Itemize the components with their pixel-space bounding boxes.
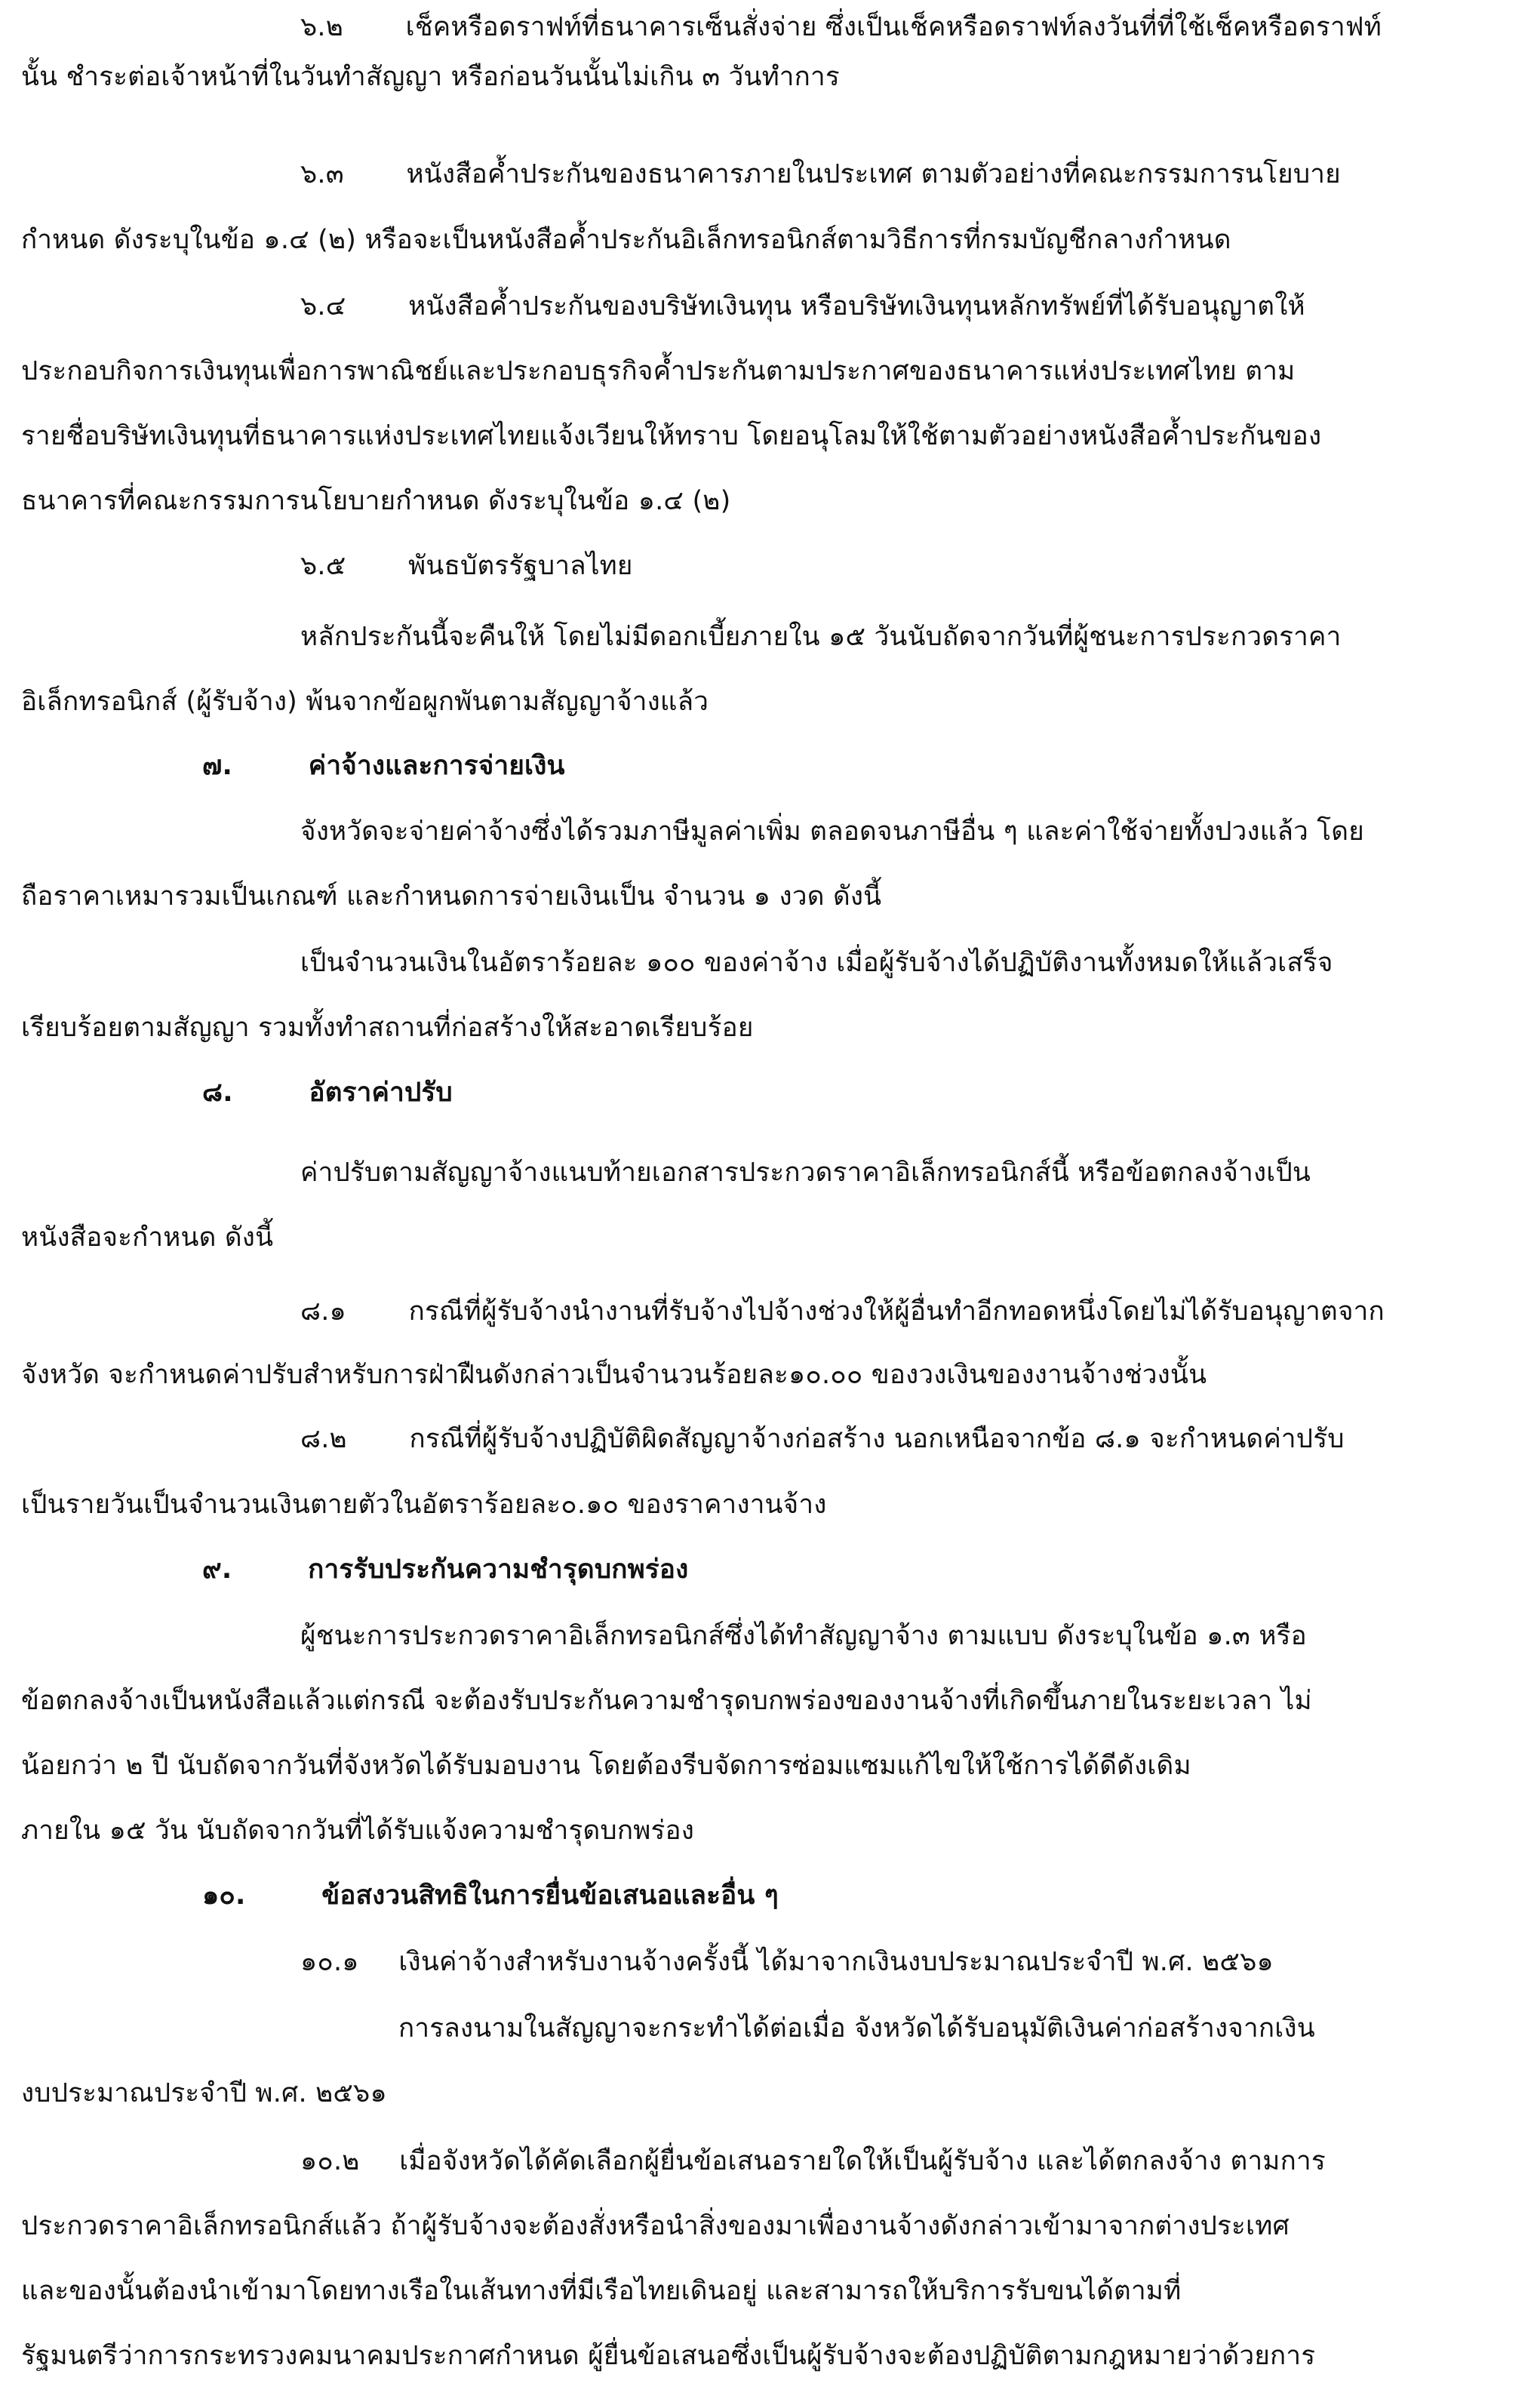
clause-number: ๖.๓ <box>300 159 344 189</box>
clause-number: ๑๐.๒ <box>300 2146 360 2176</box>
section-number: ๑๐. <box>202 1881 246 1911</box>
section-number: ๗. <box>202 751 233 781</box>
section-10-heading <box>202 1879 779 1912</box>
section-number: ๘. <box>202 1078 233 1108</box>
section-8-heading <box>202 1076 453 1109</box>
paragraph-line: ถือราคาเหมารวมเป็นเกณฑ์ และกำหนดการจ่ายเงินเป็น จำนวน ๑ งวด ดังนี้ <box>21 881 882 912</box>
section-title: ข้อสงวนสิทธิในการยื่นข้อเสนอและอื่น ๆ <box>321 1881 779 1911</box>
paragraph-line: ธนาคารที่คณะกรรมการนโยบายกำหนด ดังระบุในข้อ ๑.๔ (๒) <box>21 486 731 516</box>
paragraph-line: รัฐมนตรีว่าการกระทรวงคมนาคมประกาศกำหนด ผู้ยื่นข้อเสนอซึ่งเป็นผู้รับจ้างจะต้องปฏิบัติตามกฎหมายว่าด้วยการ <box>21 2341 1316 2371</box>
paragraph-line: ภายใน ๑๕ วัน นับถัดจากวันที่ได้รับแจ้งความชำรุดบกพร่อง <box>21 1816 694 1846</box>
section-7-heading <box>202 749 565 783</box>
clause-text: หนังสือค้ำประกันของธนาคารภายในประเทศ ตามตัวอย่างที่คณะกรรมการนโยบาย <box>406 159 1341 189</box>
section-title: การรับประกันความชำรุดบกพร่อง <box>308 1555 689 1585</box>
clause-text: หนังสือค้ำประกันของบริษัทเงินทุน หรือบริษัทเงินทุนหลักทรัพย์ที่ได้รับอนุญาตให้ <box>408 291 1305 321</box>
paragraph-line: เรียบร้อยตามสัญญา รวมทั้งทำสถานที่ก่อสร้างให้สะอาดเรียบร้อย <box>21 1013 754 1043</box>
clause-text: กรณีที่ผู้รับจ้างปฏิบัติผิดสัญญาจ้างก่อสร้าง นอกเหนือจากข้อ ๘.๑ จะกำหนดค่าปรับ <box>409 1424 1345 1454</box>
paragraph-line: จังหวัด จะกำหนดค่าปรับสำหรับการฝ่าฝืนดังกล่าวเป็นจำนวนร้อยละ๑๐.๐๐ ของวงเงินของงานจ้างช่วงนั้น <box>21 1360 1207 1390</box>
paragraph-line: รายชื่อบริษัทเงินทุนที่ธนาคารแห่งประเทศไทยแจ้งเวียนให้ทราบ โดยอนุโลมให้ใช้ตามตัวอย่างหนังสือค้ำประกันของ <box>21 421 1322 451</box>
clause-6-5-line <box>300 549 633 583</box>
paragraph-line: อิเล็กทรอนิกส์ (ผู้รับจ้าง) พ้นจากข้อผูกพันตามสัญญาจ้างแล้ว <box>21 687 709 717</box>
clause-number: ๘.๑ <box>300 1296 346 1327</box>
clause-text: เช็คหรือดราฟท์ที่ธนาคารเซ็นสั่งจ่าย ซึ่งเป็นเช็คหรือดราฟท์ลงวันที่ที่ใช้เช็คหรือดราฟท์ <box>405 12 1382 42</box>
clause-10-1-line <box>300 1945 1274 1979</box>
section-title: อัตราค่าปรับ <box>309 1078 453 1108</box>
clause-text: พันธบัตรรัฐบาลไทย <box>408 551 633 581</box>
paragraph-line: นั้น ชำระต่อเจ้าหน้าที่ในวันทำสัญญา หรือก่อนวันนั้นไม่เกิน ๓ วันทำการ <box>21 62 840 92</box>
paragraph-line: ข้อตกลงจ้างเป็นหนังสือแล้วแต่กรณี จะต้องรับประกันความชำรุดบกพร่องของงานจ้างที่เกิดขึ้นภายในระยะเวลา ไม่ <box>21 1686 1312 1716</box>
clause-6-3-line <box>300 158 1341 191</box>
clause-text: เงินค่าจ้างสำหรับงานจ้างครั้งนี้ ได้มาจากเงินงบประมาณประจำปี พ.ศ. ๒๕๖๑ <box>398 1947 1274 1977</box>
clause-10-2-line <box>300 2145 1326 2178</box>
clause-number: ๖.๕ <box>300 551 346 581</box>
clause-number: ๑๐.๑ <box>300 1947 359 1977</box>
paragraph-line: หลักประกันนี้จะคืนให้ โดยไม่มีดอกเบี้ยภายใน ๑๕ วันนับถัดจากวันที่ผู้ชนะการประกวดราคา <box>300 622 1342 652</box>
paragraph-line: ประกวดราคาอิเล็กทรอนิกส์แล้ว ถ้าผู้รับจ้างจะต้องสั่งหรือนำสิ่งของมาเพื่องานจ้างดังกล่าวเข้ามาจากต่างประเทศ <box>21 2211 1290 2241</box>
clause-8-2-line <box>300 1422 1345 1456</box>
paragraph-line: กำหนด ดังระบุในข้อ ๑.๔ (๒) หรือจะเป็นหนังสือค้ำประกันอิเล็กทรอนิกส์ตามวิธีการที่กรมบัญชีกลางกำหนด <box>21 225 1231 255</box>
paragraph-line: น้อยกว่า ๒ ปี นับถัดจากวันที่จังหวัดได้รับมอบงาน โดยต้องรีบจัดการซ่อมแซมแก้ไขให้ใช้การได้ดีดังเดิม <box>21 1751 1191 1781</box>
paragraph-line: และของนั้นต้องนำเข้ามาโดยทางเรือในเส้นทางที่มีเรือไทยเดินอยู่ และสามารถให้บริการรับขนได้ตามที่ <box>21 2276 1182 2306</box>
paragraph-line: เป็นจำนวนเงินในอัตราร้อยละ ๑๐๐ ของค่าจ้าง เมื่อผู้รับจ้างได้ปฏิบัติงานทั้งหมดให้แล้วเสร็จ <box>300 948 1333 978</box>
paragraph-line: ประกอบกิจการเงินทุนเพื่อการพาณิชย์และประกอบธุรกิจค้ำประกันตามประกาศของธนาคารแห่งประเทศไทย ตาม <box>21 356 1296 386</box>
section-9-heading <box>202 1553 688 1586</box>
clause-number: ๖.๔ <box>300 291 346 321</box>
paragraph-line: ผู้ชนะการประกวดราคาอิเล็กทรอนิกส์ซึ่งได้ทำสัญญาจ้าง ตามแบบ ดังระบุในข้อ ๑.๓ หรือ <box>300 1621 1307 1651</box>
clause-number: ๘.๒ <box>300 1424 347 1454</box>
clause-number: ๖.๒ <box>300 12 344 42</box>
clause-6-4-line <box>300 290 1305 323</box>
section-title: ค่าจ้างและการจ่ายเงิน <box>308 751 565 781</box>
paragraph-line: ค่าปรับตามสัญญาจ้างแนบท้ายเอกสารประกวดราคาอิเล็กทรอนิกส์นี้ หรือข้อตกลงจ้างเป็น <box>300 1158 1311 1188</box>
paragraph-line: จังหวัดจะจ่ายค่าจ้างซึ่งได้รวมภาษีมูลค่าเพิ่ม ตลอดจนภาษีอื่น ๆ และค่าใช้จ่ายทั้งปวงแล้ว โดย <box>300 817 1364 847</box>
paragraph-line: งบประมาณประจำปี พ.ศ. ๒๕๖๑ <box>21 2078 387 2108</box>
paragraph-line: การลงนามในสัญญาจะกระทำได้ต่อเมื่อ จังหวัดได้รับอนุมัติเงินค่าก่อสร้างจากเงิน <box>398 2013 1315 2044</box>
clause-8-1-line <box>300 1295 1385 1328</box>
clause-text: เมื่อจังหวัดได้คัดเลือกผู้ยื่นข้อเสนอรายใดให้เป็นผู้รับจ้าง และได้ตกลงจ้าง ตามการ <box>399 2146 1326 2176</box>
clause-text: กรณีที่ผู้รับจ้างนำงานที่รับจ้างไปจ้างช่วงให้ผู้อื่นทำอีกทอดหนึ่งโดยไม่ได้รับอนุญาตจาก <box>408 1296 1385 1327</box>
section-number: ๙. <box>202 1555 232 1585</box>
paragraph-line: เป็นรายวันเป็นจำนวนเงินตายตัวในอัตราร้อยละ๐.๑๐ ของราคางานจ้าง <box>21 1490 827 1520</box>
paragraph-line: หนังสือจะกำหนด ดังนี้ <box>21 1222 274 1253</box>
clause-6-2-line <box>300 11 1382 44</box>
